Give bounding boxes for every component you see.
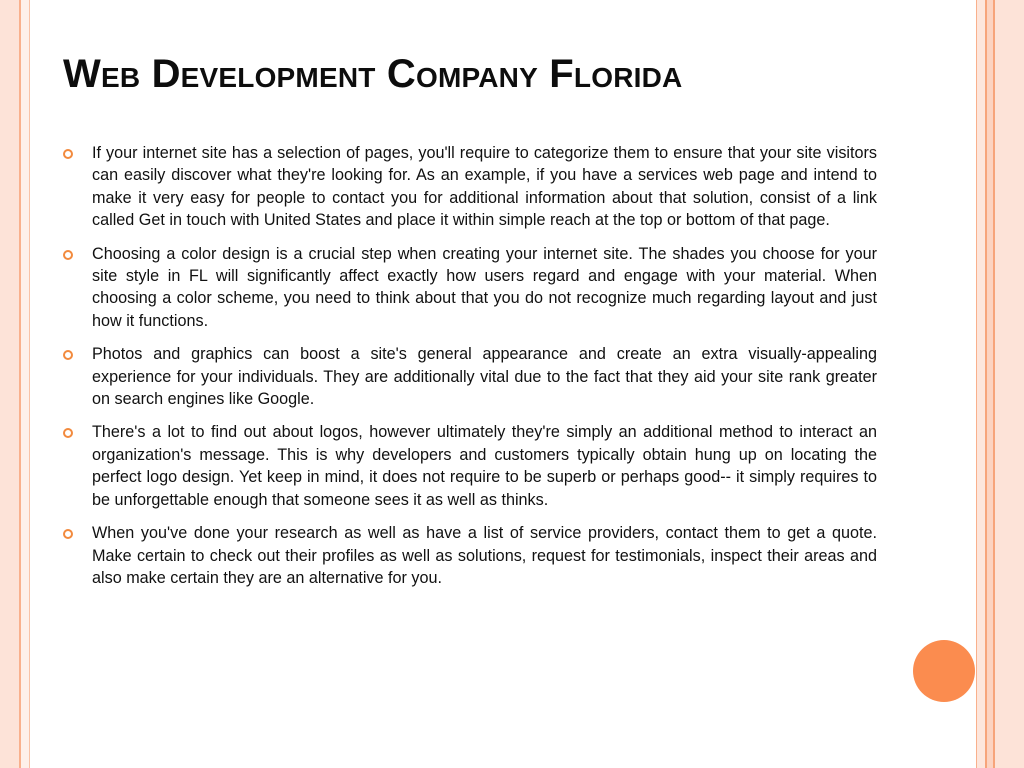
list-item xyxy=(63,142,877,232)
list-item xyxy=(63,522,877,589)
left-frame-band xyxy=(0,0,19,768)
bullet-list xyxy=(63,142,877,600)
bullet-circle-icon xyxy=(63,529,73,539)
list-item xyxy=(63,343,877,410)
bullet-circle-icon xyxy=(63,149,73,159)
bullet-circle-icon xyxy=(63,350,73,360)
bullet-circle-icon xyxy=(63,250,73,260)
bullet-circle-icon xyxy=(63,428,73,438)
list-item xyxy=(63,243,877,333)
bullet-text: If your internet site has a selection of pages, you'll require to categorize them to ensure that your site visitors can easily discover what they're looking for. As an example, if you have a services web page and intend to make it very easy for people to contact you for additional information about that solution, consist of a link called Get in touch with United States and place it within simple reach at the top or bottom of that page. xyxy=(92,144,877,230)
orange-circle-decoration xyxy=(913,640,975,702)
left-frame-inner-line xyxy=(29,0,30,768)
bullet-text: There's a lot to find out about logos, however ultimately they're simply an additional method to interact an organization's message. This is why developers and customers typically obtain hung up on locating the perfect logo design. Yet keep in mind, it does not require to be superb or perhaps good-- it simply requires to be unforgettable enough that someone sees it as well as thinks. xyxy=(92,423,877,509)
bullet-text: Choosing a color design is a crucial step when creating your internet site. The shades you choose for your site style in FL will significantly affect exactly how users regard and engage with your material. When choosing a color scheme, you need to think about that you do not recognize much regarding layout and just how it functions. xyxy=(92,244,877,330)
left-frame-inner-band xyxy=(21,0,29,768)
slide-title: Web Development Company Florida xyxy=(63,52,683,96)
right-frame-band-1 xyxy=(977,0,985,768)
right-frame-band-outer xyxy=(995,0,1024,768)
bullet-text: Photos and graphics can boost a site's general appearance and create an extra visually-appealing experience for your individuals. They are additionally vital due to the fact that they aid your site rank greater on search engines like Google. xyxy=(92,345,877,409)
bullet-text: When you've done your research as well as have a list of service providers, contact them to get a quote. Make certain to check out their profiles as well as solutions, request for testimonials, inspect their areas and also make certain they are an alternative for you. xyxy=(92,524,877,587)
list-item xyxy=(63,421,877,511)
